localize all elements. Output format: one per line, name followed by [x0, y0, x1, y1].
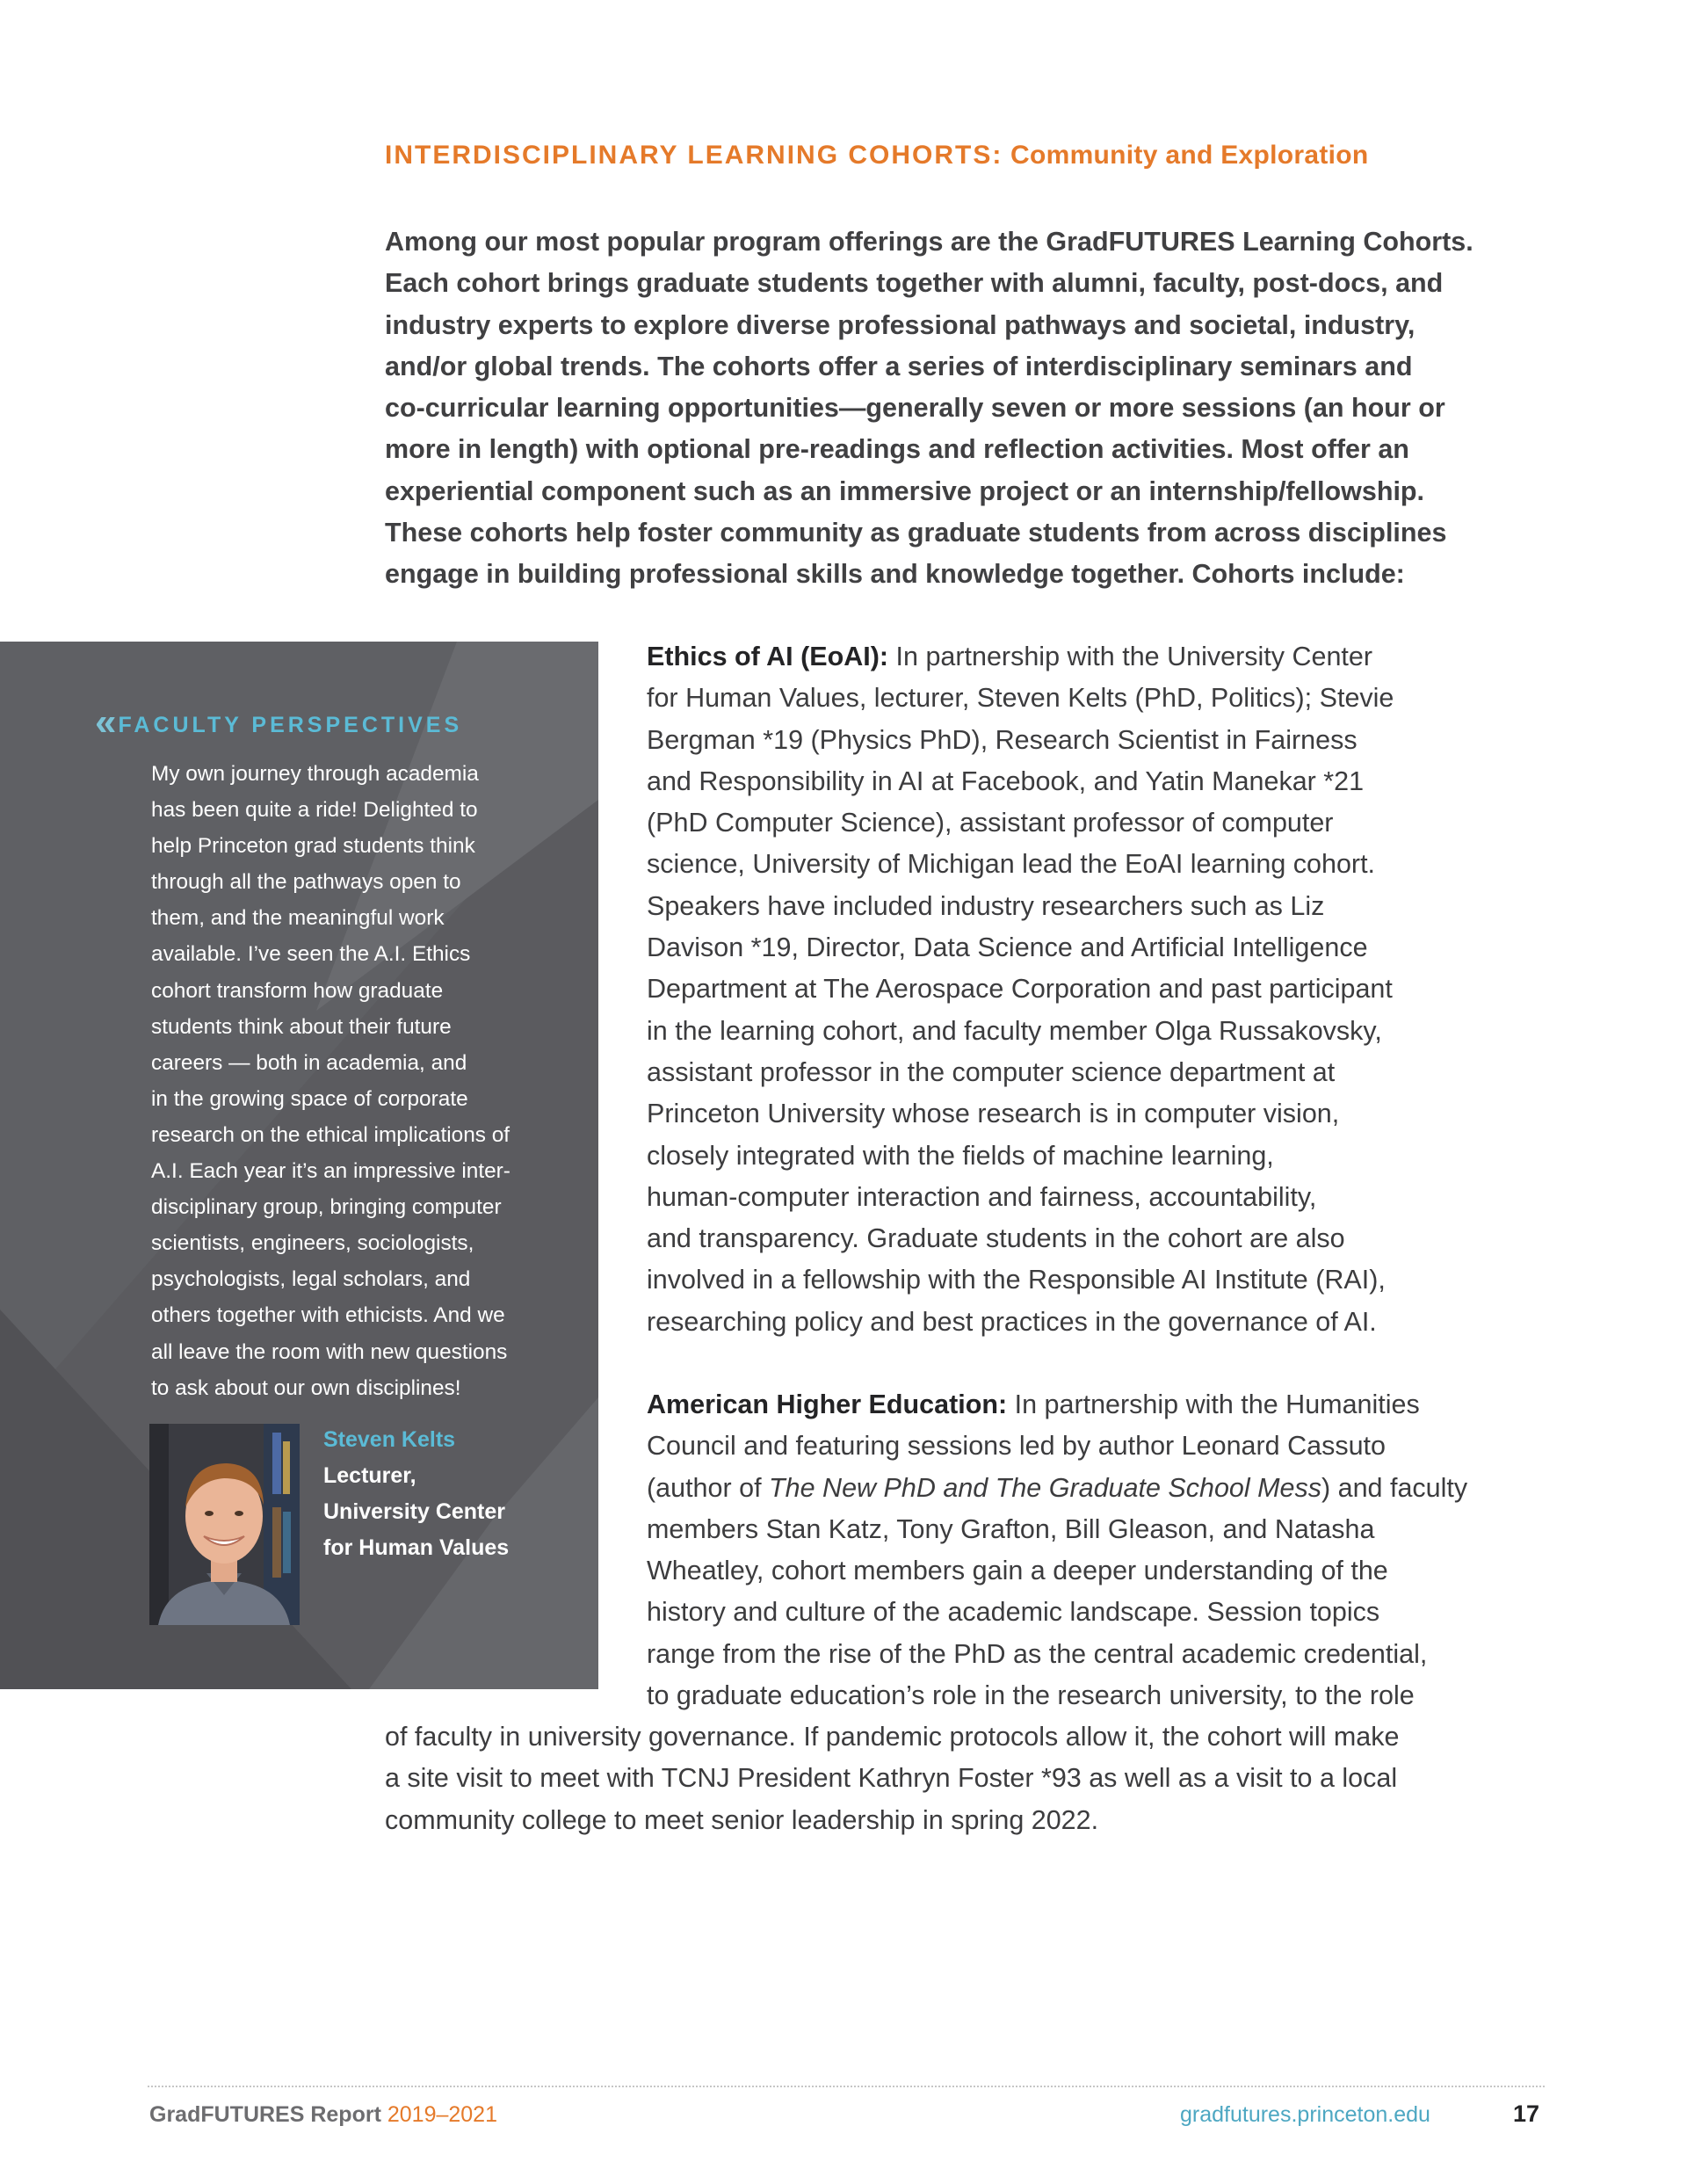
- quote-line: A.I. Each year it’s an impressive inter-: [151, 1159, 510, 1184]
- quote-line: in the growing space of corporate: [151, 1086, 468, 1111]
- cohort-line: In partnership with the Humanities: [1007, 1389, 1420, 1419]
- quote-line: others together with ethicists. And we: [151, 1303, 505, 1328]
- quote-line: scientists, engineers, sociologists,: [151, 1231, 474, 1256]
- footer-website-link[interactable]: gradfutures.princeton.edu: [1180, 2102, 1430, 2127]
- footer-divider: [148, 2086, 1545, 2087]
- quote-line: careers — both in academia, and: [151, 1050, 467, 1075]
- faculty-quote: [151, 756, 573, 1406]
- section-heading-caps: INTERDISCIPLINARY LEARNING COHORTS:: [385, 141, 1003, 170]
- quote-line: help Princeton grad students think: [151, 834, 475, 859]
- faculty-role-line: for Human Values: [323, 1535, 510, 1560]
- cohort-line: and transparency. Graduate students in the cohort are also: [647, 1223, 1345, 1254]
- footer-report-name: GradFUTURES Report: [149, 2102, 381, 2127]
- cohort-line: to graduate education’s role in the research university, to the role: [647, 1680, 1415, 1711]
- cohort-line: community college to meet senior leadership in spring 2022.: [385, 1804, 1099, 1835]
- section-heading: [385, 141, 1545, 171]
- cohort-line: range from the rise of the PhD as the central academic credential,: [647, 1638, 1428, 1669]
- intro-line: and/or global trends. The cohorts offer a series of interdisciplinary seminars and: [385, 351, 1413, 381]
- cohort-line: human-computer interaction and fairness, accountability,: [647, 1181, 1317, 1212]
- cohort-line: Department at The Aerospace Corporation and past participant: [647, 974, 1393, 1005]
- cohort-line: and Responsibility in AI at Facebook, and Yatin Manekar *21: [647, 765, 1365, 796]
- cohort-line: closely integrated with the fields of machine learning,: [647, 1140, 1274, 1171]
- cohort-line: assistant professor in the computer science department at: [647, 1056, 1336, 1087]
- cohort-line: history and culture of the academic landscape. Session topics: [647, 1597, 1380, 1628]
- quote-line: cohort transform how graduate: [151, 978, 444, 1003]
- cohort-american-higher-education: [647, 1384, 1552, 1716]
- cohort-line: researching policy and best practices in the governance of AI.: [647, 1306, 1377, 1337]
- faculty-perspectives-title: FACULTY PERSPECTIVES: [118, 712, 463, 737]
- cohort-line: of faculty in university governance. If pandemic protocols allow it, the cohort will make: [385, 1722, 1400, 1752]
- cohort-line: ) and faculty: [1321, 1472, 1468, 1503]
- quote-line: psychologists, legal scholars, and: [151, 1267, 471, 1292]
- faculty-role-line: University Center: [323, 1499, 506, 1524]
- book-title: The New PhD and The Graduate School Mess: [769, 1472, 1321, 1503]
- quote-line: research on the ethical implications of: [151, 1122, 510, 1147]
- cohort-line: Council and featuring sessions led by author Leonard Cassuto: [647, 1431, 1386, 1462]
- cohort-line: involved in a fellowship with the Responsible AI Institute (RAI),: [647, 1265, 1386, 1295]
- cohort-line: Bergman *19 (Physics PhD), Research Scientist in Fairness: [647, 724, 1358, 755]
- footer-report-title: [149, 2102, 497, 2128]
- chevron-left-double-icon: «: [95, 700, 110, 744]
- cohort-line: (PhD Computer Science), assistant professor of computer: [647, 808, 1334, 838]
- cohort-line: in the learning cohort, and faculty member Olga Russakovsky,: [647, 1015, 1382, 1046]
- cohort-line: Davison *19, Director, Data Science and Artificial Intelligence: [647, 932, 1368, 963]
- cohort-line: In partnership with the University Center: [888, 642, 1372, 671]
- intro-line: engage in building professional skills and knowledge together. Cohorts include:: [385, 559, 1405, 590]
- cohort-line: (author of: [647, 1472, 770, 1503]
- intro-line: more in length) with optional pre-readings and reflection activities. Most offer an: [385, 434, 1409, 465]
- quote-line: has been quite a ride! Delighted to: [151, 798, 478, 823]
- quote-line: students think about their future: [151, 1014, 452, 1039]
- quote-line: to ask about our own disciplines!: [151, 1375, 461, 1400]
- quote-line: them, and the meaningful work: [151, 906, 445, 931]
- cohort-line: for Human Values, lecturer, Steven Kelts (PhD, Politics); Stevie: [647, 683, 1394, 714]
- cohort-line: members Stan Katz, Tony Grafton, Bill Gleason, and Natasha: [647, 1513, 1375, 1544]
- quote-line: available. I’ve seen the A.I. Ethics: [151, 942, 471, 967]
- faculty-caption: [323, 1422, 509, 1566]
- cohort-american-higher-education-continued: [385, 1716, 1553, 1841]
- section-heading-subtitle: Community and Exploration: [1010, 141, 1369, 170]
- quote-line: all leave the room with new questions: [151, 1339, 508, 1364]
- cohort-line: Princeton University whose research is in computer vision,: [647, 1099, 1340, 1129]
- cohort-ethics-of-ai: [647, 636, 1543, 1343]
- intro-line: co-curricular learning opportunities—generally seven or more sessions (an hour or: [385, 393, 1445, 424]
- cohort-title: Ethics of AI (EoAI):: [647, 642, 889, 671]
- faculty-role-line: Lecturer,: [323, 1463, 416, 1488]
- footer-report-years: 2019–2021: [387, 2102, 497, 2127]
- cohort-line: science, University of Michigan lead the EoAI learning cohort.: [647, 849, 1376, 880]
- intro-line: Among our most popular program offerings are the GradFUTURES Learning Cohorts.: [385, 227, 1473, 257]
- cohort-title: American Higher Education:: [647, 1389, 1008, 1419]
- intro-paragraph: [385, 221, 1549, 596]
- intro-line: industry experts to explore diverse professional pathways and societal, industry,: [385, 309, 1415, 340]
- cohort-line: Wheatley, cohort members gain a deeper understanding of the: [647, 1556, 1388, 1586]
- intro-line: These cohorts help foster community as graduate students from across disciplines: [385, 518, 1447, 548]
- quote-line: disciplinary group, bringing computer: [151, 1195, 502, 1220]
- intro-line: Each cohort brings graduate students together with alumni, faculty, post-docs, and: [385, 268, 1444, 299]
- faculty-name: Steven Kelts: [323, 1427, 456, 1452]
- intro-line: experiential component such as an immersive project or an internship/fellowship.: [385, 475, 1425, 506]
- cohort-line: a site visit to meet with TCNJ President Kathryn Foster *93 as well as a visit to a local: [385, 1763, 1398, 1794]
- faculty-photo: [149, 1424, 300, 1625]
- cohort-line: Speakers have included industry researchers such as Liz: [647, 890, 1325, 921]
- quote-line: My own journey through academia: [151, 762, 479, 786]
- faculty-perspectives-heading: [95, 700, 463, 744]
- portrait-illustration: [149, 1424, 300, 1625]
- page-number: 17: [1513, 2101, 1540, 2127]
- quote-line: through all the pathways open to: [151, 870, 461, 895]
